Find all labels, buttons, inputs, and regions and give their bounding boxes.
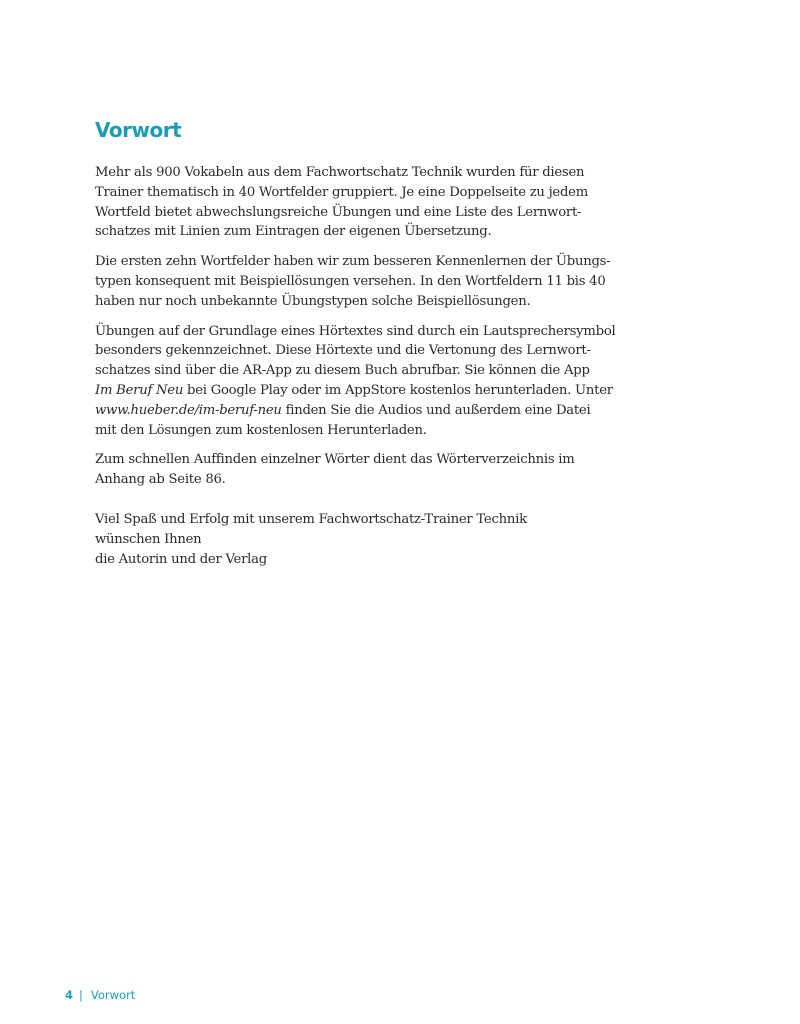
text-line: [95, 381, 635, 401]
text-line: Wortfeld bietet abwechslungsreiche Übungen und eine Liste des Lernwort-: [95, 204, 582, 220]
text-line: Anhang ab Seite 86.: [95, 472, 226, 488]
body-text: [95, 163, 635, 569]
text-line: Übungen auf der Grundlage eines Hörtextes sind durch ein Lautsprechersymbol: [95, 323, 616, 339]
text-line: mit den Lösungen zum kostenlosen Herunterladen.: [95, 422, 427, 438]
page-number: 4: [65, 988, 74, 1002]
text-line: Mehr als 900 Vokabeln aus dem Fachwortschatz Technik wurden für diesen: [95, 165, 585, 180]
page-footer: [65, 988, 135, 1002]
text-line: schatzes mit Linien zum Eintragen der eigenen Übersetzung.: [95, 224, 492, 240]
text-segment: bei Google Play oder im AppStore kostenlos herunterladen. Unter: [183, 382, 613, 398]
text-line: typen konsequent mit Beispiellösungen versehen. In den Wortfeldern 11 bis 40: [95, 273, 606, 289]
footer-separator: |: [79, 988, 83, 1002]
text-line: die Autorin und der Verlag: [95, 551, 267, 567]
text-line: wünschen Ihnen: [95, 531, 202, 547]
text-line: schatzes sind über die AR-App zu diesem Buch abrufbar. Sie können die App: [95, 363, 590, 379]
paragraph-3: [95, 322, 635, 441]
paragraph-1: [95, 163, 635, 242]
footer-section: Vorwort: [90, 988, 136, 1002]
website-link: www.hueber.de/im-beruf-neu: [95, 402, 282, 418]
text-line: Trainer thematisch in 40 Wortfelder gruppiert. Je eine Doppelseite zu jedem: [95, 184, 588, 200]
text-line: Viel Spaß und Erfolg mit unserem Fachwortschatz-Trainer Technik: [95, 511, 527, 527]
text-line: Zum schnellen Auffinden einzelner Wörter dient das Wörterverzeichnis im: [95, 452, 575, 468]
closing: [95, 510, 635, 569]
text-line: Die ersten zehn Wortfelder haben wir zum besseren Kennenlernen der Übungs-: [95, 254, 611, 270]
paragraph-4: [95, 450, 635, 490]
page-title: Vorwort: [95, 118, 182, 142]
text-line: besonders gekennzeichnet. Diese Hörtexte und die Vertonung des Lernwort-: [95, 343, 591, 359]
text-segment: finden Sie die Audios und außerdem eine Datei: [281, 402, 591, 418]
paragraph-2: [95, 252, 635, 311]
app-name: Im Beruf Neu: [95, 382, 184, 398]
text-line: haben nur noch unbekannte Übungstypen solche Beispiellösungen.: [95, 293, 531, 309]
text-line: [95, 401, 635, 421]
